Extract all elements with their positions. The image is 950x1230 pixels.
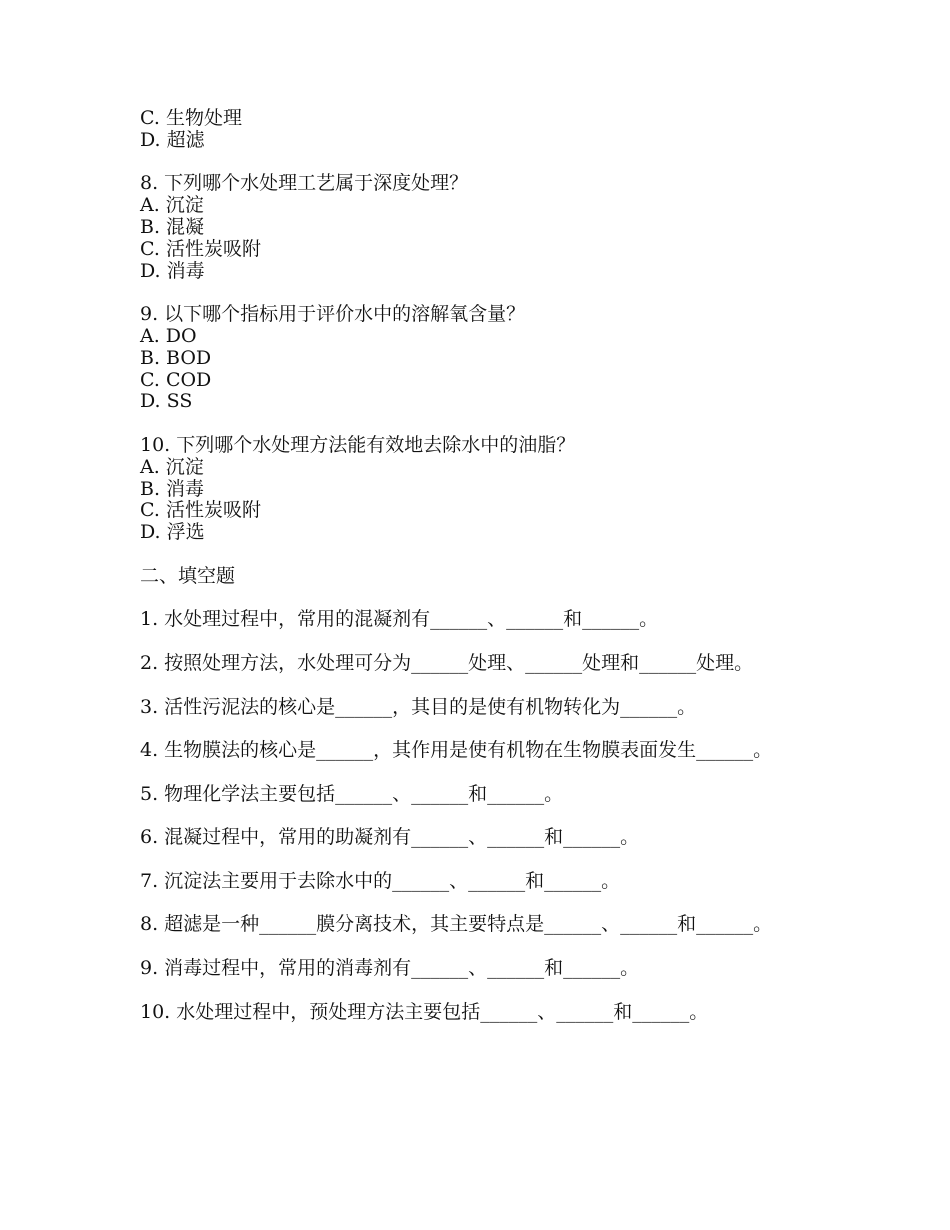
question-10: [140, 435, 820, 544]
question-text: 8. 下列哪个水处理工艺属于深度处理？: [140, 172, 469, 195]
option-d: D. SS: [140, 390, 193, 413]
option-c: C. 生物处理: [140, 107, 242, 129]
question-7-tail: [140, 108, 820, 152]
fill-item-2: 2. 按照处理方法，水处理可分为______处理、______处理和______处理。: [140, 651, 754, 674]
fill-item-1: 1. 水处理过程中，常用的混凝剂有______、______和______。: [140, 608, 659, 631]
fill-item-5: 5. 物理化学法主要包括______、______和______。: [140, 782, 564, 805]
option-a: A. DO: [140, 324, 197, 347]
question-8: [140, 173, 820, 282]
option-b: B. 混凝: [140, 215, 205, 238]
fill-item-10: 10. 水处理过程中，预处理方法主要包括______、______和______。: [140, 1000, 709, 1023]
section-title-fill-in: 二、填空题: [140, 564, 236, 587]
option-c: C. 活性炭吸附: [140, 499, 261, 522]
option-d: D. 消毒: [140, 259, 205, 282]
fill-item-4: 4. 生物膜法的核心是______，其作用是使有机物在生物膜表面发生______。: [140, 739, 773, 762]
fill-item-9: 9. 消毒过程中，常用的消毒剂有______、______和______。: [140, 957, 640, 980]
question-text: 10. 下列哪个水处理方法能有效地去除水中的油脂？: [140, 433, 576, 456]
option-d: D. 浮选: [140, 521, 205, 544]
fill-item-7: 7. 沉淀法主要用于去除水中的______、______和______。: [140, 869, 621, 892]
option-a: A. 沉淀: [140, 455, 204, 478]
document-page: [140, 108, 820, 1045]
fill-item-6: 6. 混凝过程中，常用的助凝剂有______、______和______。: [140, 826, 640, 849]
option-a: A. 沉淀: [140, 194, 204, 217]
option-d: D. 超滤: [140, 128, 205, 151]
fill-item-3: 3. 活性污泥法的核心是______，其目的是使有机物转化为______。: [140, 695, 697, 718]
option-b: B. 消毒: [140, 477, 205, 500]
question-text: 9. 以下哪个指标用于评价水中的溶解氧含量？: [140, 303, 526, 326]
question-9: [140, 304, 820, 413]
option-c: C. COD: [140, 368, 212, 391]
option-c: C. 活性炭吸附: [140, 237, 261, 260]
option-b: B. BOD: [140, 346, 212, 369]
fill-item-8: 8. 超滤是一种______膜分离技术，其主要特点是______、______和______。: [140, 913, 773, 936]
